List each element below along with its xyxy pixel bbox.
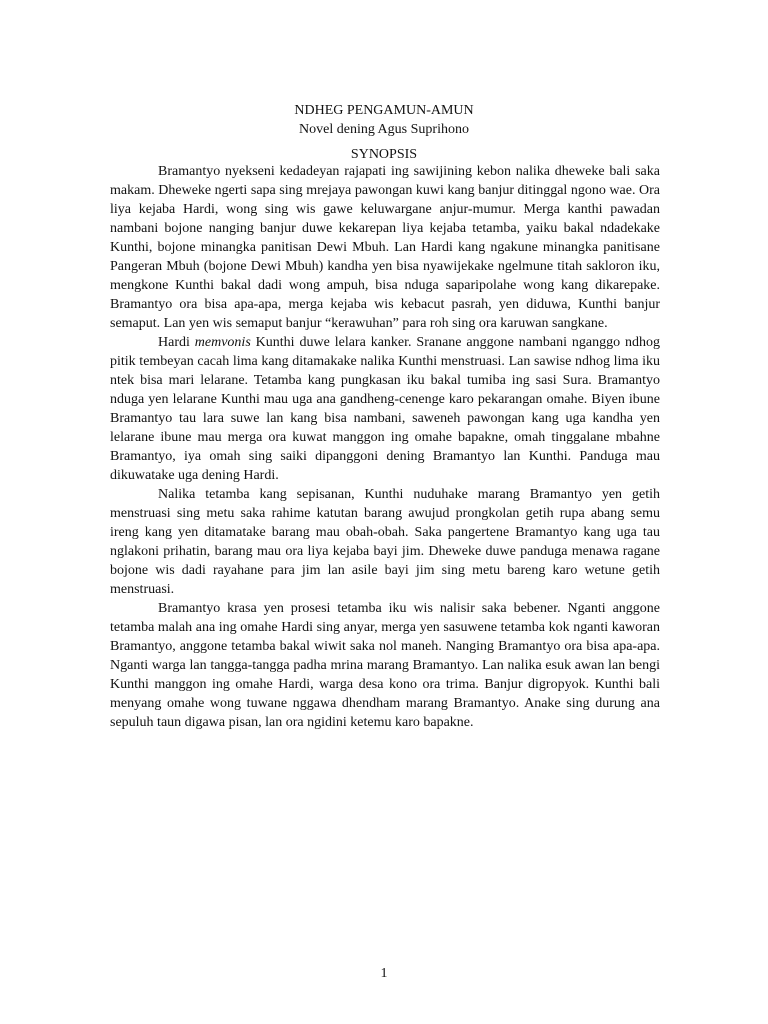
paragraph-2: [110, 333, 660, 485]
paragraph-3: Nalika tetamba kang sepisanan, Kunthi nuduhake marang Bramantyo yen getih menstruasi sing metu saka rahime katutan barang awujud prongkolan getih rupa abang semu ireng kang yen ditamatake barang mau obah-obah. Saka pangertene Bramantyo kang uga tau nglakoni prihatin, barang mau ora liya kejaba bayi jim. Dheweke duwe panduga menawa ragane bojone wis dadi rayahane para jim lan asile bayi jim sing metu bareng karo wetune getih menstruasi.: [110, 487, 660, 597]
page-number: 1: [380, 966, 388, 981]
paragraph-2-before: Hardi: [158, 335, 195, 350]
document-subtitle: Novel dening Agus Suprihono: [299, 122, 469, 137]
paragraph-4: Bramantyo krasa yen prosesi tetamba iku wis nalisir saka bebener. Nganti anggone tetamba malah ana ing omahe Hardi sing anyar, merga yen sasuwene tetamba kok nganti kaworan Bramantyo, anggone tetamba bakal wiwit saka nol maneh. Nanging Bramantyo ora bisa apa-apa. Nganti warga lan tangga-tangga padha mrina marang Bramantyo. Lan nalika esuk awan lan bengi Kunthi manggon ing omahe Hardi, warga desa kono ora trima. Banjur digropyok. Kunthi bali menyang omahe wong tuwane nggawa dhendham marang Bramantyo. Anake sing durung ana sepuluh taun digawa pisan, lan ora ngidini ketemu karo bapakne.: [110, 601, 660, 730]
paragraph-2-italic: memvonis: [194, 335, 251, 350]
paragraph-1: Bramantyo nyekseni kedadeyan rajapati ing sawijining kebon nalika dheweke bali saka makam. Dheweke ngerti sapa sing mrejaya pawongan kuwi kang banjur ditinggal ngono wae. Ora liya kejaba Hardi, wong sing wis gawe keluwargane anjur-mumur. Merga kanthi pawadan nambani bojone nanging banjur duwe kekarepan liya kejaba tetamba, yaiku bakal ndadekake Kunthi, bojone minangka panitisan Dewi Mbuh. Lan Hardi kang ngakune minangka panitisane Pangeran Mbuh (bojone Dewi Mbuh) kandha yen bisa nyawijekake ngelmune titah sakloron iku, mengkone Kunthi bakal dadi wong ampuh, bisa nduga saparipolahe wong kang dikarepake. Bramantyo ora bisa apa-apa, merga kejaba wis kebacut pasrah, yen diduwa, Kunthi banjur semaput. Lan yen wis semaput banjur “kerawuhan” para roh sing ora karuwan sangkane.: [110, 164, 660, 331]
synopsis-body: [110, 162, 660, 732]
section-heading: SYNOPSIS: [350, 147, 418, 162]
document-title: NDHEG PENGAMUN-AMUN: [294, 103, 474, 118]
paragraph-2-after: Kunthi duwe lelara kanker. Sranane anggone nambani nganggo ndhog pitik tembeyan cacah lima kang ditamakake nalika Kunthi menstruasi. Lan sawise ndhog lima iku ntek bisa mari lelarane. Tetamba kang pungkasan iku bakal tumiba ing sasi Sura. Bramantyo nduga yen lelarane Kunthi mau uga ana gandheng-cenenge karo pekarangan omahe. Biyen ibune Bramantyo tau lara suwe lan kang bisa nambani, saweneh pawongan kang uga kandha yen lelarane ibune mau merga ora kuwat manggon ing omahe bapakne, omah tinggalane mbahne Bramantyo, iya omah sing saiki dipanggoni dening Bramantyo lan Kunthi. Panduga mau dikuwatake uga dening Hardi.: [110, 335, 660, 483]
